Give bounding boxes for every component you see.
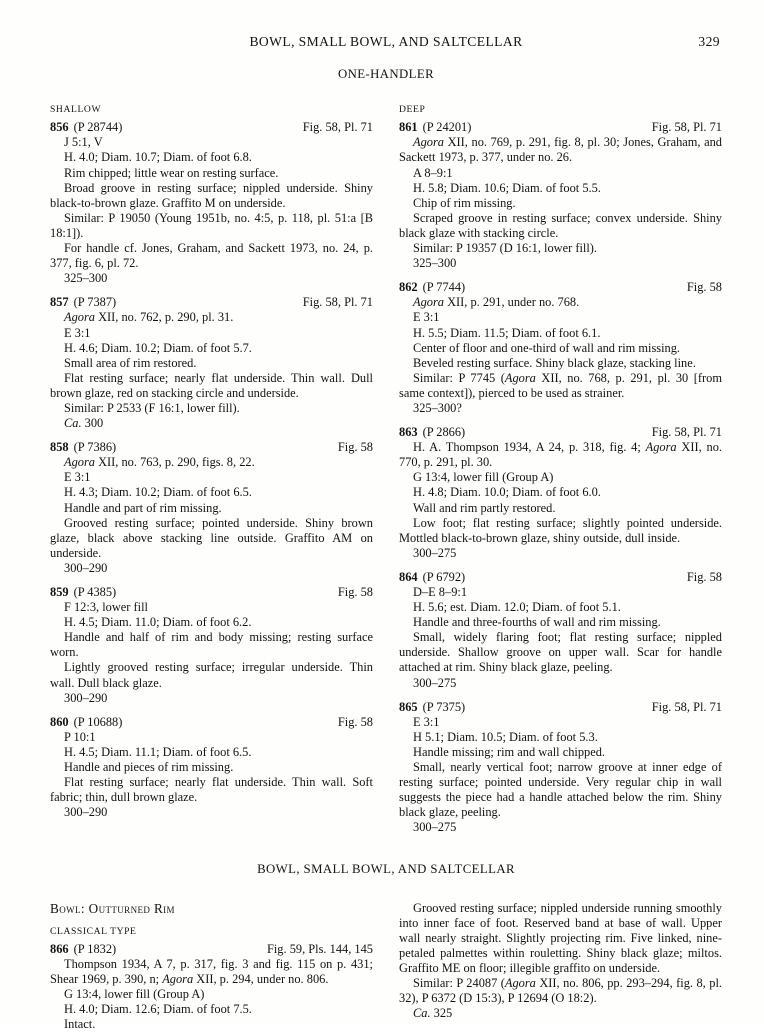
subheading-bowl-outturned-rim: Bowl: Outturned Rim bbox=[50, 900, 175, 916]
entry-paragraph: E 3:1 bbox=[413, 714, 440, 729]
continuation-paragraph: Grooved resting surface; nippled underside running smoothly into inner face of foot. Reserved band at base of wall. Upper wall nearly straight. Slightly projecting rim. Five linked, nine-petaled palmettes within rouletting. Shiny black glaze; miltos. Graffito ME on floor; illegible graffito on underside. bbox=[399, 900, 722, 975]
entry-paragraph: F 12:3, lower fill bbox=[64, 600, 148, 615]
catalog-entry-864 bbox=[399, 570, 722, 691]
entry-paragraph: 300–275 bbox=[413, 545, 457, 560]
entry-paragraph: H 5.1; Diam. 10.5; Diam. of foot 5.3. bbox=[413, 729, 598, 744]
entry-paragraph: J 5:1, V bbox=[64, 135, 103, 150]
catalog-entry-865 bbox=[399, 700, 722, 836]
entry-paragraph: H. 4.3; Diam. 10.2; Diam. of foot 6.5. bbox=[64, 485, 252, 500]
entry-paragraph: For handle cf. Jones, Graham, and Sackett 1973, no. 24, p. 377, fig. 6, pl. 72. bbox=[50, 241, 373, 271]
entry-id bbox=[399, 280, 465, 295]
continuation-paragraph: Ca. 325 bbox=[413, 1006, 453, 1021]
entry-figure-reference: Fig. 58, Pl. 71 bbox=[302, 120, 373, 135]
entry-paragraph: 325–300 bbox=[413, 256, 457, 271]
catalog-entry-860 bbox=[50, 715, 373, 821]
entry-paragraph: Similar: P 2533 (F 16:1, lower fill). bbox=[64, 400, 240, 415]
entry-id bbox=[50, 942, 116, 957]
entry-paragraph: E 3:1 bbox=[64, 325, 91, 340]
entry-inventory-number: (P 6792) bbox=[422, 569, 466, 584]
entry-paragraph: Lightly grooved resting surface; irregular underside. Thin wall. Dull black glaze. bbox=[50, 660, 373, 690]
entry-paragraph: Grooved resting surface; pointed underside. Shiny brown glaze, black above stacking line outside. Graffito AM on underside. bbox=[50, 515, 373, 560]
shape-label-deep: DEEP bbox=[399, 104, 426, 116]
entry-number: 863 bbox=[399, 425, 418, 440]
entry-paragraph: Flat resting surface; nearly flat underside. Thin wall. Dull brown glaze, red on stacking circle and underside. bbox=[50, 370, 373, 400]
entry-id bbox=[399, 425, 465, 440]
entry-header bbox=[399, 120, 722, 135]
entry-paragraph: Center of floor and one-third of wall and rim missing. bbox=[413, 340, 681, 355]
entry-paragraph: 300–290 bbox=[64, 560, 108, 575]
entry-header bbox=[50, 440, 373, 455]
entry-inventory-number: (P 2866) bbox=[422, 425, 466, 440]
entry-list-shallow bbox=[50, 120, 373, 820]
entry-number: 864 bbox=[399, 569, 418, 584]
entry-figure-reference: Fig. 58, Pl. 71 bbox=[651, 120, 722, 135]
entry-paragraph: H. 4.0; Diam. 12.6; Diam. of foot 7.5. bbox=[64, 1002, 252, 1017]
page-number: 329 bbox=[698, 34, 720, 49]
entry-paragraph: Intact. bbox=[64, 1017, 96, 1032]
entry-id bbox=[50, 585, 116, 600]
entry-inventory-number: (P 28744) bbox=[73, 120, 123, 135]
entry-number: 856 bbox=[50, 120, 69, 135]
catalog-entry-863 bbox=[399, 425, 722, 561]
entry-paragraph: Handle and three-fourths of wall and rim missing. bbox=[413, 615, 661, 630]
entry-paragraph: E 3:1 bbox=[64, 470, 91, 485]
entry-paragraph: Similar: P 19050 (Young 1951b, no. 4:5, p. 118, pl. 51:a [B 18:1]). bbox=[50, 210, 373, 240]
entry-header bbox=[50, 120, 373, 135]
entry-inventory-number: (P 24201) bbox=[422, 120, 472, 135]
left-column bbox=[50, 102, 373, 835]
entry-number: 857 bbox=[50, 295, 69, 310]
entry-paragraph: Small, nearly vertical foot; narrow groove at inner edge of resting surface; pointed underside. Very regular chip in wall suggests the piece had a handle attached below the rim. Shiny black glaze, peeling. bbox=[399, 760, 722, 820]
catalog-entry-859 bbox=[50, 585, 373, 706]
right-column bbox=[399, 102, 722, 835]
entry-paragraph: Ca. 300 bbox=[64, 416, 104, 431]
entry-paragraph: Small, widely flaring foot; flat resting surface; nippled underside. Shallow groove on upper wall. Scar for handle attached at rim. Shiny black glaze, peeling. bbox=[399, 630, 722, 675]
entry-header bbox=[399, 700, 722, 715]
entry-inventory-number: (P 10688) bbox=[73, 714, 123, 729]
entry-number: 859 bbox=[50, 585, 69, 599]
entry-paragraph: Flat resting surface; nearly flat underside. Thin wall. Soft fabric; thin, dull brown glaze. bbox=[50, 775, 373, 805]
entry-id bbox=[50, 440, 116, 455]
entry-header bbox=[399, 280, 722, 295]
entry-paragraph: Agora XII, no. 763, p. 290, figs. 8, 22. bbox=[64, 455, 255, 470]
entry-paragraph: Rim chipped; little wear on resting surface. bbox=[64, 165, 279, 180]
continuation-paragraphs bbox=[399, 901, 722, 1022]
entry-id bbox=[50, 120, 122, 135]
entry-inventory-number: (P 7387) bbox=[73, 295, 117, 310]
catalog-entry-866 bbox=[50, 942, 373, 1032]
entry-figure-reference: Fig. 58, Pl. 71 bbox=[651, 699, 722, 714]
entry-paragraph: H. 4.8; Diam. 10.0; Diam. of foot 6.0. bbox=[413, 485, 601, 500]
entry-paragraph: H. 5.6; est. Diam. 12.0; Diam. of foot 5.1. bbox=[413, 600, 621, 615]
entry-paragraph: P 10:1 bbox=[64, 729, 96, 744]
entry-paragraph: Handle missing; rim and wall chipped. bbox=[413, 744, 606, 759]
entry-paragraph: Handle and half of rim and body missing; resting surface worn. bbox=[50, 630, 373, 660]
catalog-entry-857 bbox=[50, 295, 373, 431]
entry-header bbox=[50, 295, 373, 310]
entry-paragraph: Beveled resting surface. Shiny black glaze, stacking line. bbox=[413, 355, 696, 370]
catalog-entry-861 bbox=[399, 120, 722, 271]
left-column-bottom bbox=[50, 901, 373, 1032]
entry-paragraph: 300–275 bbox=[413, 675, 457, 690]
entry-paragraph: H. 5.8; Diam. 10.6; Diam. of foot 5.5. bbox=[413, 180, 601, 195]
entry-paragraph: H. 4.6; Diam. 10.2; Diam. of foot 5.7. bbox=[64, 340, 252, 355]
entry-paragraph: Agora XII, p. 291, under no. 768. bbox=[413, 295, 580, 310]
entry-figure-reference: Fig. 58 bbox=[337, 585, 373, 599]
entry-paragraph: 325–300? bbox=[413, 400, 462, 415]
entry-paragraph: A 8–9:1 bbox=[413, 165, 453, 180]
entry-paragraph: Broad groove in resting surface; nippled underside. Shiny black-to-brown glaze. Graffito M on underside. bbox=[50, 180, 373, 210]
entry-paragraph: Handle and pieces of rim missing. bbox=[64, 760, 234, 775]
entry-figure-reference: Fig. 58, Pl. 71 bbox=[302, 295, 373, 310]
entry-number: 862 bbox=[399, 280, 418, 295]
subheading-classical-type: CLASSICAL TYPE bbox=[50, 925, 137, 937]
entry-paragraph: Thompson 1934, A 7, p. 317, fig. 3 and fig. 115 on p. 431; Shear 1969, p. 390, n; Agora XII, p. 294, under no. 806. bbox=[50, 956, 373, 986]
entry-number: 865 bbox=[399, 699, 418, 714]
catalog-entry-862 bbox=[399, 280, 722, 416]
entry-id bbox=[399, 570, 465, 585]
entry-paragraph: Similar: P 19357 (D 16:1, lower fill). bbox=[413, 241, 598, 256]
catalog-entry-856 bbox=[50, 120, 373, 286]
entry-paragraph: G 13:4, lower fill (Group A) bbox=[413, 470, 554, 485]
catalog-columns-bottom bbox=[50, 901, 722, 1032]
entry-figure-reference: Fig. 58 bbox=[337, 440, 373, 455]
entry-number: 860 bbox=[50, 714, 69, 729]
entry-figure-reference: Fig. 58 bbox=[686, 569, 722, 584]
entry-paragraph: Agora XII, no. 769, p. 291, fig. 8, pl. 30; Jones, Graham, and Sackett 1973, p. 377, under no. 26. bbox=[399, 135, 722, 165]
entry-paragraph: H. 5.5; Diam. 11.5; Diam. of foot 6.1. bbox=[413, 325, 601, 340]
entry-paragraph: 300–290 bbox=[64, 805, 108, 820]
entry-paragraph: Scraped groove in resting surface; convex underside. Shiny black glaze with stacking circle. bbox=[399, 210, 722, 240]
entry-paragraph: H. 4.5; Diam. 11.0; Diam. of foot 6.2. bbox=[64, 615, 252, 630]
entry-figure-reference: Fig. 58, Pl. 71 bbox=[651, 425, 722, 440]
entry-header bbox=[399, 570, 722, 585]
entry-number: 866 bbox=[50, 941, 69, 956]
entry-inventory-number: (P 4385) bbox=[73, 585, 117, 599]
entry-paragraph: 300–290 bbox=[64, 690, 108, 705]
entry-paragraph: H. 4.0; Diam. 10.7; Diam. of foot 6.8. bbox=[64, 150, 252, 165]
entry-figure-reference: Fig. 58 bbox=[337, 714, 373, 729]
entry-paragraph: Low foot; flat resting surface; slightly pointed underside. Mottled black-to-brown glaze, shiny outside, dull inside. bbox=[399, 515, 722, 545]
entry-id bbox=[50, 715, 122, 730]
right-column-bottom bbox=[399, 901, 722, 1032]
entry-number: 858 bbox=[50, 440, 69, 455]
entry-paragraph: 300–275 bbox=[413, 820, 457, 835]
entry-number: 861 bbox=[399, 120, 418, 135]
page-header bbox=[50, 34, 722, 49]
entry-figure-reference: Fig. 58 bbox=[686, 280, 722, 295]
entry-inventory-number: (P 7386) bbox=[73, 440, 117, 455]
entry-paragraph: Chip of rim missing. bbox=[413, 195, 516, 210]
entry-paragraph: H. 4.5; Diam. 11.1; Diam. of foot 6.5. bbox=[64, 744, 252, 759]
entry-inventory-number: (P 7375) bbox=[422, 699, 466, 714]
continuation-paragraph: Similar: P 24087 (Agora XII, no. 806, pp. 293–294, fig. 8, pl. 32), P 6372 (D 15:3), P 12694 (O 18:2). bbox=[399, 976, 722, 1006]
entry-list-outturned bbox=[50, 942, 373, 1032]
entry-paragraph: Similar: P 7745 (Agora XII, no. 768, p. 291, pl. 30 [from same context]), pierced to be used as strainer. bbox=[399, 370, 722, 400]
entry-header bbox=[399, 425, 722, 440]
entry-paragraph: Wall and rim partly restored. bbox=[413, 500, 556, 515]
entry-list-deep bbox=[399, 120, 722, 835]
entry-inventory-number: (P 7744) bbox=[422, 280, 466, 295]
entry-header bbox=[50, 585, 373, 600]
catalog-columns-top bbox=[50, 102, 722, 835]
entry-paragraph: H. A. Thompson 1934, A 24, p. 318, fig. 4; Agora XII, no. 770, p. 291, pl. 30. bbox=[399, 440, 722, 470]
entry-paragraph: 325–300 bbox=[64, 271, 108, 286]
entry-id bbox=[50, 295, 116, 310]
entry-id bbox=[399, 120, 471, 135]
entry-figure-reference: Fig. 59, Pls. 144, 145 bbox=[266, 941, 373, 956]
catalog-entry-858 bbox=[50, 440, 373, 576]
entry-paragraph: D–E 8–9:1 bbox=[413, 585, 468, 599]
entry-paragraph: Small area of rim restored. bbox=[64, 355, 197, 370]
shape-label-shallow: SHALLOW bbox=[50, 104, 102, 116]
entry-id bbox=[399, 700, 465, 715]
entry-paragraph: Agora XII, no. 762, p. 290, pl. 31. bbox=[64, 310, 234, 325]
entry-paragraph: G 13:4, lower fill (Group A) bbox=[64, 987, 205, 1002]
section-heading-one-handler: ONE-HANDLER bbox=[337, 67, 435, 82]
entry-inventory-number: (P 1832) bbox=[73, 941, 117, 956]
entry-paragraph: Handle and part of rim missing. bbox=[64, 500, 222, 515]
entry-header bbox=[50, 942, 373, 957]
entry-paragraph: E 3:1 bbox=[413, 310, 440, 325]
running-title: BOWL, SMALL BOWL, AND SALTCELLAR bbox=[249, 34, 523, 49]
section-heading-bowl-saltcellar: BOWL, SMALL BOWL, AND SALTCELLAR bbox=[257, 861, 515, 876]
entry-header bbox=[50, 715, 373, 730]
